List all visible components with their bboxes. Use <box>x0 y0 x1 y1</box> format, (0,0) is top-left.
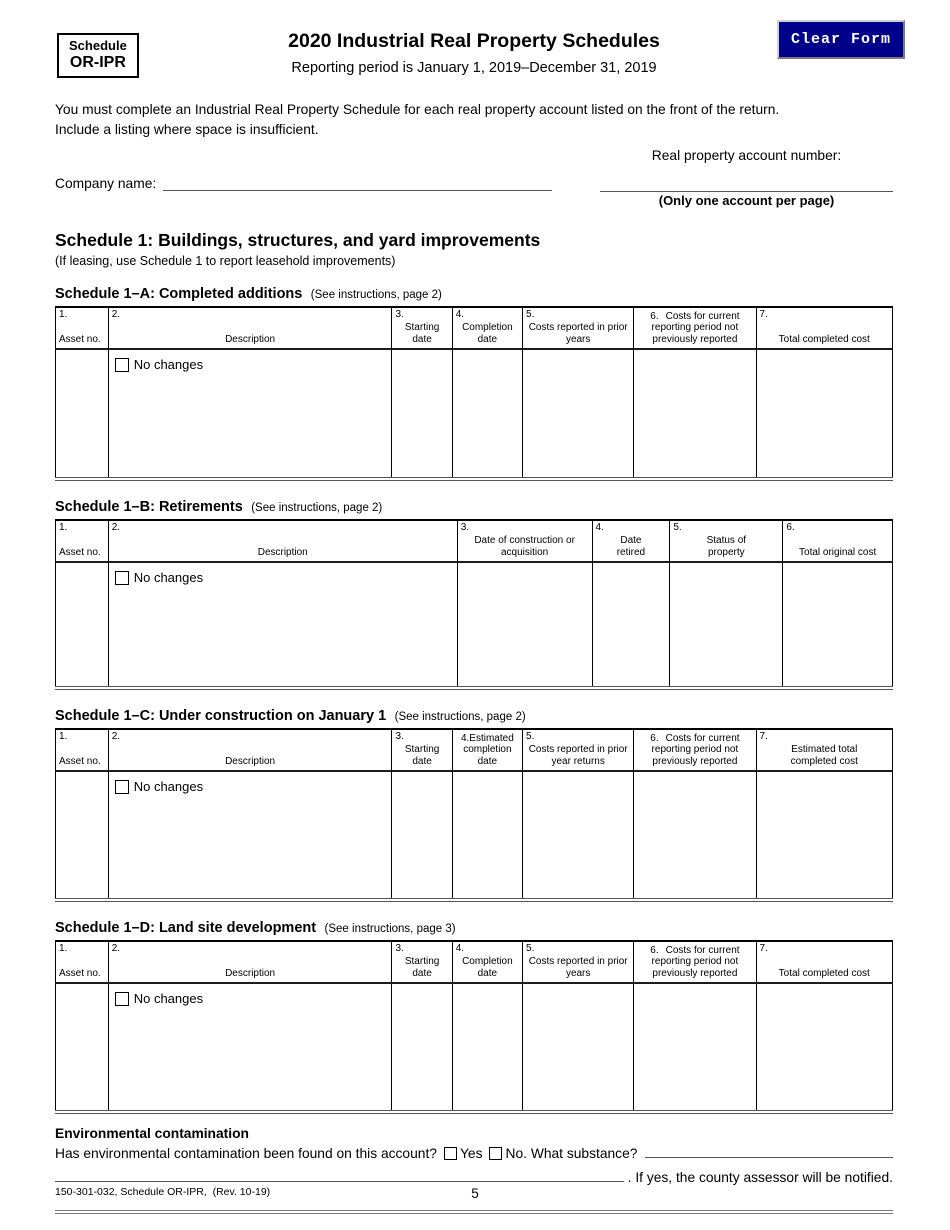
col-header-starting-date: 3. Starting date <box>392 941 452 983</box>
schedule-1-subheading: (If leasing, use Schedule 1 to report leasehold improvements) <box>55 254 396 268</box>
clear-form-button[interactable]: Clear Form <box>777 20 905 59</box>
col-header-estimated-total-completed-cost: 7. Estimated total completed cost <box>756 729 892 771</box>
col-header-asset-no: 1. Asset no. <box>56 729 109 771</box>
col-header-costs-current-period: 6. Costs for current reporting period not previously reported <box>634 941 756 983</box>
col-header-date-of-construction: 3. Date of construction or acquisition <box>457 520 592 562</box>
col-header-estimated-completion-date: 4.Estimated completion date <box>452 729 522 771</box>
schedule-box-form-number: OR-IPR <box>69 53 126 71</box>
env-yes-label: Yes <box>459 1146 483 1161</box>
substance-label: What substance? <box>530 1146 638 1161</box>
no-changes-checkbox-1a[interactable] <box>115 358 129 372</box>
col-header-completion-date: 4. Completion date <box>452 307 522 349</box>
no-changes-checkbox-1c[interactable] <box>115 780 129 794</box>
footer-form-id: 150-301-032, Schedule OR-IPR, (Rev. 10-19) <box>55 1186 271 1198</box>
cell-1b-total-original-cost[interactable] <box>783 562 893 686</box>
col-header-status-of-property: 5. Status of property <box>670 520 783 562</box>
col-header-starting-date: 3. Starting date <box>392 307 452 349</box>
environmental-notice: . If yes, the county assessor will be notified. <box>627 1170 893 1186</box>
section-title-1d <box>55 919 893 937</box>
cell-1b-date-retired[interactable] <box>592 562 670 686</box>
col-header-total-completed-cost: 7. Total completed cost <box>756 307 892 349</box>
section-1a-name: Schedule 1–A: Completed additions <box>55 286 303 302</box>
col-header-asset-no: 1. Asset no. <box>56 941 109 983</box>
no-changes-checkbox-1d[interactable] <box>115 992 129 1006</box>
section-1c-instructions-note: (See instructions, page 2) <box>394 711 526 723</box>
cell-1d-total-completed-cost[interactable] <box>756 983 892 1110</box>
intro-paragraph <box>55 100 893 140</box>
col-header-total-original-cost: 6. Total original cost <box>783 520 893 562</box>
col-header-completion-date: 4. Completion date <box>452 941 522 983</box>
col-header-description: 2. Description <box>108 520 457 562</box>
cell-1b-status-of-property[interactable] <box>670 562 783 686</box>
cell-1d-description[interactable] <box>108 983 392 1110</box>
page-number: 5 <box>471 1186 479 1201</box>
section-1d-name: Schedule 1–D: Land site development <box>55 920 317 936</box>
intro-line-2: Include a listing where space is insufficient. <box>55 122 319 137</box>
account-number-note: (Only one account per page) <box>658 193 835 208</box>
table-1c <box>55 728 893 902</box>
col-header-date-retired: 4. Date retired <box>592 520 670 562</box>
cell-1a-costs-prior-years[interactable] <box>523 349 634 477</box>
cell-1c-costs-prior-year-returns[interactable] <box>523 771 634 898</box>
reporting-period-subtitle: Reporting period is January 1, 2019–December 31, 2019 <box>291 60 657 77</box>
cell-1b-date-of-construction[interactable] <box>457 562 592 686</box>
section-1d-instructions-note: (See instructions, page 3) <box>324 923 456 935</box>
company-name-label: Company name: <box>55 176 157 191</box>
environmental-question: Has environmental contamination been found on this account? <box>55 1146 437 1161</box>
cell-1c-estimated-completion-date[interactable] <box>452 771 522 898</box>
no-changes-label-1c: No changes <box>133 779 204 794</box>
schedule-box-word: Schedule <box>69 38 127 53</box>
cell-1c-description[interactable] <box>108 771 392 898</box>
cell-1a-description[interactable] <box>108 349 392 477</box>
cell-1d-costs-current-period[interactable] <box>634 983 756 1110</box>
cell-1c-costs-current-period[interactable] <box>634 771 756 898</box>
col-header-total-completed-cost: 7. Total completed cost <box>756 941 892 983</box>
col-header-description: 2. Description <box>108 307 392 349</box>
bottom-rule <box>55 1210 893 1214</box>
cell-1c-estimated-total-completed-cost[interactable] <box>756 771 892 898</box>
form-header <box>55 20 893 84</box>
col-header-description: 2. Description <box>108 941 392 983</box>
form-title: 2020 Industrial Real Property Schedules <box>288 30 660 52</box>
section-1b-name: Schedule 1–B: Retirements <box>55 499 243 515</box>
no-changes-checkbox-1b[interactable] <box>115 571 129 585</box>
table-1a <box>55 306 893 481</box>
cell-1c-asset-no[interactable] <box>56 771 109 898</box>
env-yes-checkbox[interactable] <box>444 1147 457 1160</box>
col-header-costs-prior-years: 5. Costs reported in prior years <box>523 307 634 349</box>
no-changes-label-1b: No changes <box>133 570 204 585</box>
col-header-asset-no: 1. Asset no. <box>56 520 109 562</box>
col-header-costs-current-period: 6. Costs for current reporting period not previously reported <box>634 729 756 771</box>
cell-1d-asset-no[interactable] <box>56 983 109 1110</box>
environmental-heading: Environmental contamination <box>55 1126 249 1141</box>
section-1c-name: Schedule 1–C: Under construction on January 1 <box>55 708 387 724</box>
substance-input-line-1[interactable] <box>645 1144 893 1158</box>
cell-1a-total-completed-cost[interactable] <box>756 349 892 477</box>
schedule-1-heading: Schedule 1: Buildings, structures, and yard improvements <box>55 230 541 250</box>
cell-1b-asset-no[interactable] <box>56 562 109 686</box>
col-header-description: 2. Description <box>108 729 392 771</box>
section-title-1a <box>55 285 893 303</box>
schedule-id-box <box>57 33 139 78</box>
section-1a-instructions-note: (See instructions, page 2) <box>310 289 442 301</box>
cell-1d-completion-date[interactable] <box>452 983 522 1110</box>
col-header-starting-date: 3. Starting date <box>392 729 452 771</box>
cell-1a-asset-no[interactable] <box>56 349 109 477</box>
table-1b <box>55 519 893 690</box>
section-title-1b <box>55 498 893 516</box>
substance-input-line-2[interactable] <box>55 1168 624 1182</box>
table-1d <box>55 940 893 1114</box>
env-no-checkbox[interactable] <box>489 1147 502 1160</box>
intro-line-1: You must complete an Industrial Real Property Schedule for each real property account listed on the front of the return. <box>55 102 780 117</box>
col-header-costs-current-period: 6. Costs for current reporting period not previously reported <box>634 307 756 349</box>
section-1b-instructions-note: (See instructions, page 2) <box>251 502 383 514</box>
cell-1a-costs-current-period[interactable] <box>634 349 756 477</box>
section-title-1c <box>55 707 893 725</box>
env-no-label: No. <box>505 1146 527 1161</box>
cell-1d-costs-prior-years[interactable] <box>523 983 634 1110</box>
no-changes-label-1d: No changes <box>133 991 204 1006</box>
cell-1a-completion-date[interactable] <box>452 349 522 477</box>
col-header-asset-no: 1. Asset no. <box>56 307 109 349</box>
cell-1c-starting-date[interactable] <box>392 771 452 898</box>
no-changes-label-1a: No changes <box>133 357 204 372</box>
cell-1d-starting-date[interactable] <box>392 983 452 1110</box>
company-name-input-line[interactable] <box>163 175 552 191</box>
col-header-costs-prior-year-returns: 5. Costs reported in prior year returns <box>523 729 634 771</box>
col-header-costs-prior-years: 5. Costs reported in prior years <box>523 941 634 983</box>
account-number-input-line[interactable] <box>600 178 893 192</box>
cell-1b-description[interactable] <box>108 562 457 686</box>
account-number-label: Real property account number: <box>651 148 842 163</box>
cell-1a-starting-date[interactable] <box>392 349 452 477</box>
